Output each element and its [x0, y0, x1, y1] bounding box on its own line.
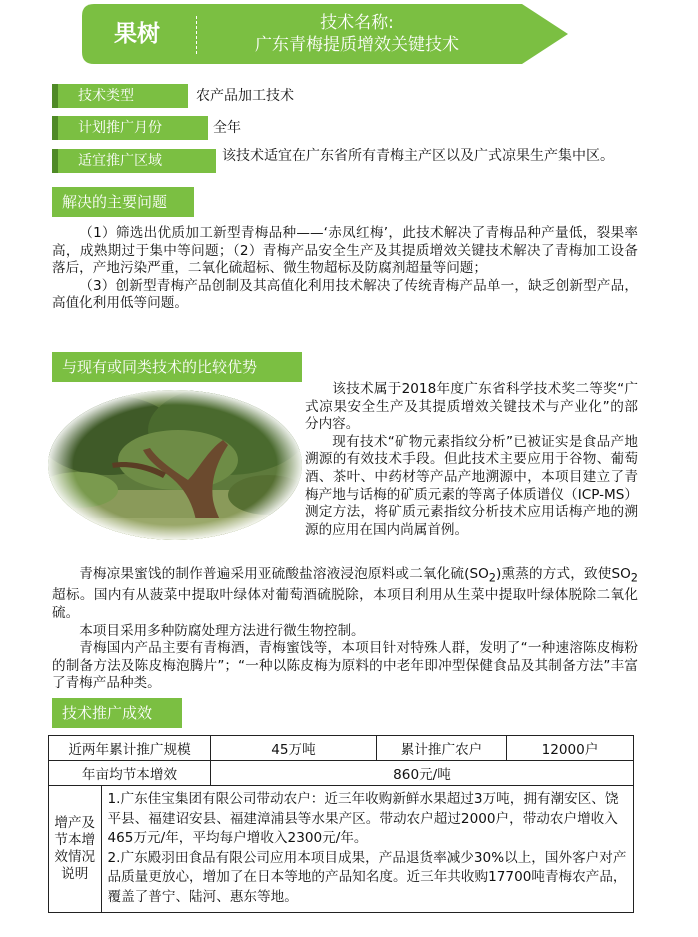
advantages-paragraph-2: 现有技术“矿物元素指纹分析”已被证实是食品产地溯源的有效技术手段。但此技术主要应用于谷物、葡萄酒、茶叶、中药材等产品产地溯源中，本项目建立了青梅产地与话梅的矿质元素的等离子体质谱仪（ICP-MS）测定方法，将矿质元素指纹分析技术应用话梅产地的溯源的应用在国内尚属首例。 — [305, 433, 638, 538]
region-value: 该技术适宜在广东省所有青梅主产区以及广式凉果生产集中区。 — [222, 148, 614, 164]
description-paragraph-2: 2.广东殿羽田食品有限公司应用本项目成果，产品退货率减少30%以上，国外客户对产品质量更放心，增加了在日本等地的产品知名度。近三年共收购17700吨青梅农产品，覆盖了普宁、陆河、惠东等地。 — [107, 849, 627, 905]
table-row — [49, 786, 634, 913]
table-row — [49, 736, 634, 761]
advantages-paragraph-1: 该技术属于2018年度广东省科学技术奖二等奖“广式凉果安全生产及其提质增效关键技术与产业化”的部分内容。 — [305, 381, 638, 433]
promo-month-value: 全年 — [213, 120, 241, 136]
so2-text-a: 青梅凉果蜜饯的制作普遍采用亚硫酸盐溶液浸泡原料或二氧化硫(SO — [79, 566, 489, 582]
advantages-lower-text — [52, 566, 638, 693]
description-paragraph-1: 1.广东佳宝集团有限公司带动农户：近三年收购新鲜水果超过3万吨，拥有潮安区、饶平县、福建诏安县、福建漳浦县等水果产区。带动农户超过2000户，带动农户增收入465万元/年，平均每户增收入2300元/年。 — [107, 791, 619, 847]
category-label: 果树 — [114, 21, 160, 47]
problems-text — [52, 225, 638, 313]
problems-heading: 解决的主要问题 — [52, 187, 194, 217]
advantages-paragraph-5: 青梅国内产品主要有青梅酒，青梅蜜饯等，本项目针对特殊人群，发明了“一种速溶陈皮梅粉的制备方法及陈皮梅泡腾片”；“一种以陈皮梅为原料的中老年即冲型保健食品及其制备方法”丰富了青梅产品种类。 — [52, 640, 638, 692]
problems-paragraph-1: （1）筛选出优质加工新型青梅品种——‘赤凤红梅’，此技术解决了青梅品种产量低，裂果率高，成熟期过于集中等问题；（2）青梅产品安全生产及其提质增效关键技术解决了青梅加工设备落后，产地污染严重，二氧化硫超标、微生物超标及防腐剂超量等问题； — [52, 225, 638, 277]
farmers-label: 累计推广农户 — [377, 736, 507, 761]
advantages-right-text — [305, 381, 638, 539]
advantages-heading: 与现有或同类技术的比较优势 — [52, 352, 302, 382]
problems-paragraph-2: （3）创新型青梅产品创制及其高值化利用技术解决了传统青梅产品单一，缺乏创新型产品，高值化利用低等问题。 — [52, 277, 638, 312]
tech-type-label: 技术类型 — [52, 84, 188, 108]
results-heading: 技术推广成效 — [52, 698, 182, 728]
scale-value: 45万吨 — [211, 736, 377, 761]
results-table — [48, 735, 634, 913]
benefit-value: 860元/吨 — [211, 761, 634, 786]
promo-month-label: 计划推广月份 — [52, 116, 208, 140]
technology-title — [212, 12, 502, 56]
title-line-1: 技术名称: — [320, 13, 394, 33]
description-label: 增产及节本增效情况说明 — [49, 786, 101, 912]
table-row — [49, 761, 634, 786]
so2-text-c: 超标。国内有从菠菜中提取叶绿体对葡萄酒硫脱除，本项目利用从生菜中提取叶绿体脱除二氧化硫。 — [52, 587, 638, 621]
tech-type-value: 农产品加工技术 — [196, 88, 294, 104]
plum-tree-photo — [48, 390, 302, 540]
title-line-2: 广东青梅提质增效关键技术 — [255, 35, 459, 55]
region-label: 适宜推广区域 — [52, 149, 216, 173]
advantages-paragraph-3 — [52, 566, 638, 623]
farmers-value: 12000户 — [507, 736, 634, 761]
title-banner — [82, 4, 568, 64]
so2-subscript-2: 2 — [630, 570, 638, 585]
so2-subscript-1: 2 — [488, 570, 496, 585]
so2-text-b: )熏蒸的方式，致使SO — [496, 566, 631, 582]
advantages-paragraph-4: 本项目采用多种防腐处理方法进行微生物控制。 — [79, 622, 365, 639]
scale-label: 近两年累计推广规模 — [49, 736, 211, 761]
banner-divider — [196, 16, 197, 54]
benefit-label: 年亩均节本增效 — [49, 761, 211, 786]
description-text — [101, 786, 633, 912]
